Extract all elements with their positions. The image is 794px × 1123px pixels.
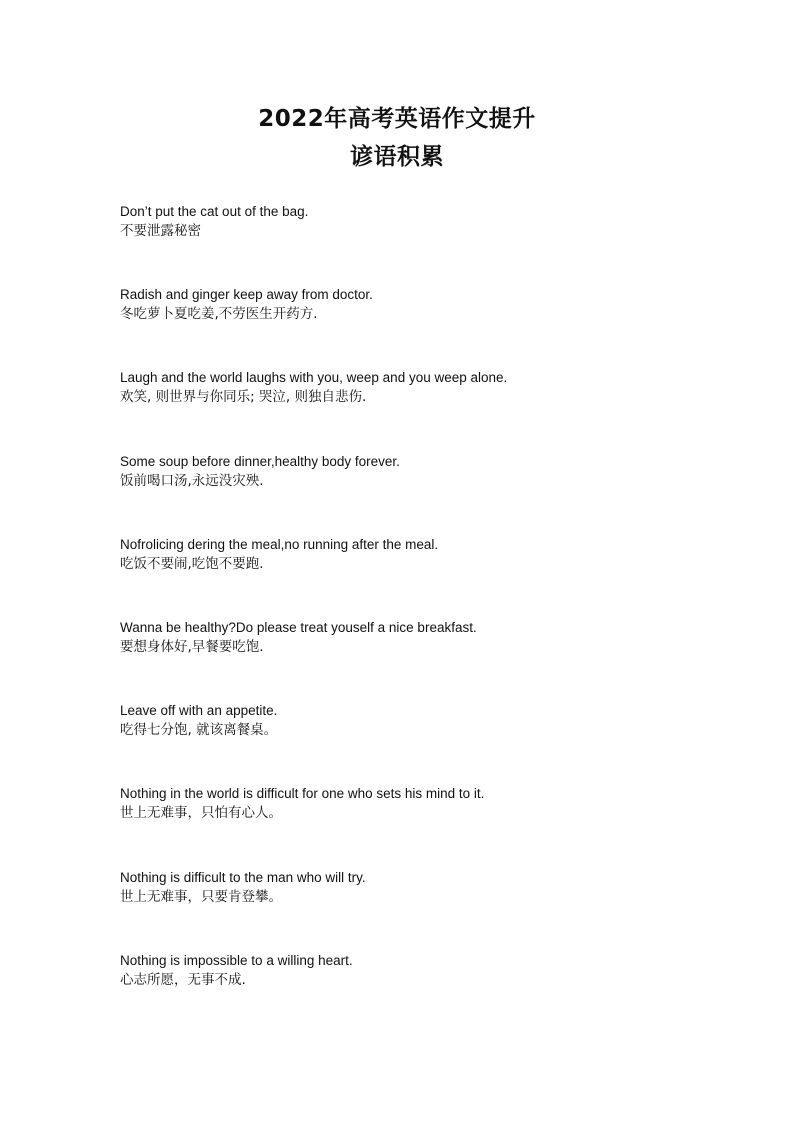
proverb-entry	[120, 202, 720, 285]
document-subtitle: 谚语积累	[350, 144, 444, 170]
proverb-chinese: 要想身体好,早餐要吃饱.	[120, 638, 264, 655]
proverb-entry	[120, 368, 720, 451]
proverb-entry	[120, 701, 720, 784]
proverb-english: Don’t put the cat out of the bag.	[120, 204, 309, 219]
proverb-entry	[120, 868, 720, 951]
proverb-entry	[120, 452, 720, 535]
proverb-english: Laugh and the world laughs with you, weep and you weep alone.	[120, 370, 508, 386]
proverb-english: Nothing is impossible to a willing heart.	[120, 952, 353, 968]
proverb-english: Nofrolicing dering the meal,no running after the meal.	[120, 536, 439, 552]
proverb-list	[120, 202, 720, 1034]
proverb-english: Nothing in the world is difficult for one who sets his mind to it.	[120, 786, 485, 802]
proverb-chinese: 欢笑, 则世界与你同乐; 哭泣, 则独自悲伤.	[120, 389, 367, 406]
proverb-chinese: 饭前喝口汤,永远没灾殃.	[120, 472, 264, 489]
proverb-entry	[120, 535, 720, 618]
proverb-chinese: 世上无难事，只要肯登攀。	[120, 888, 282, 905]
proverb-entry	[120, 951, 720, 1034]
proverb-chinese: 吃得七分饱, 就该离餐桌。	[120, 722, 278, 739]
proverb-english: Nothing is difficult to the man who will try.	[120, 869, 366, 885]
proverb-entry	[120, 784, 720, 867]
proverb-english: Wanna be healthy?Do please treat youself a nice breakfast.	[120, 619, 477, 635]
proverb-chinese: 不要泄露秘密	[120, 223, 201, 239]
proverb-chinese: 世上无难事，只怕有心人。	[120, 805, 282, 822]
proverb-chinese: 心志所愿，无事不成.	[120, 971, 246, 988]
proverb-chinese: 吃饭不要闹,吃饱不要跑.	[120, 555, 264, 572]
title-block	[0, 100, 794, 176]
proverb-entry	[120, 618, 720, 701]
proverb-english: Some soup before dinner,healthy body forever.	[120, 453, 400, 469]
proverb-chinese: 冬吃萝卜夏吃姜,不劳医生开药方.	[120, 306, 318, 323]
proverb-entry	[120, 285, 720, 368]
proverb-english: Leave off with an appetite.	[120, 703, 278, 719]
document-title: 2022年高考英语作文提升	[258, 106, 536, 132]
proverb-english: Radish and ginger keep away from doctor.	[120, 287, 373, 303]
